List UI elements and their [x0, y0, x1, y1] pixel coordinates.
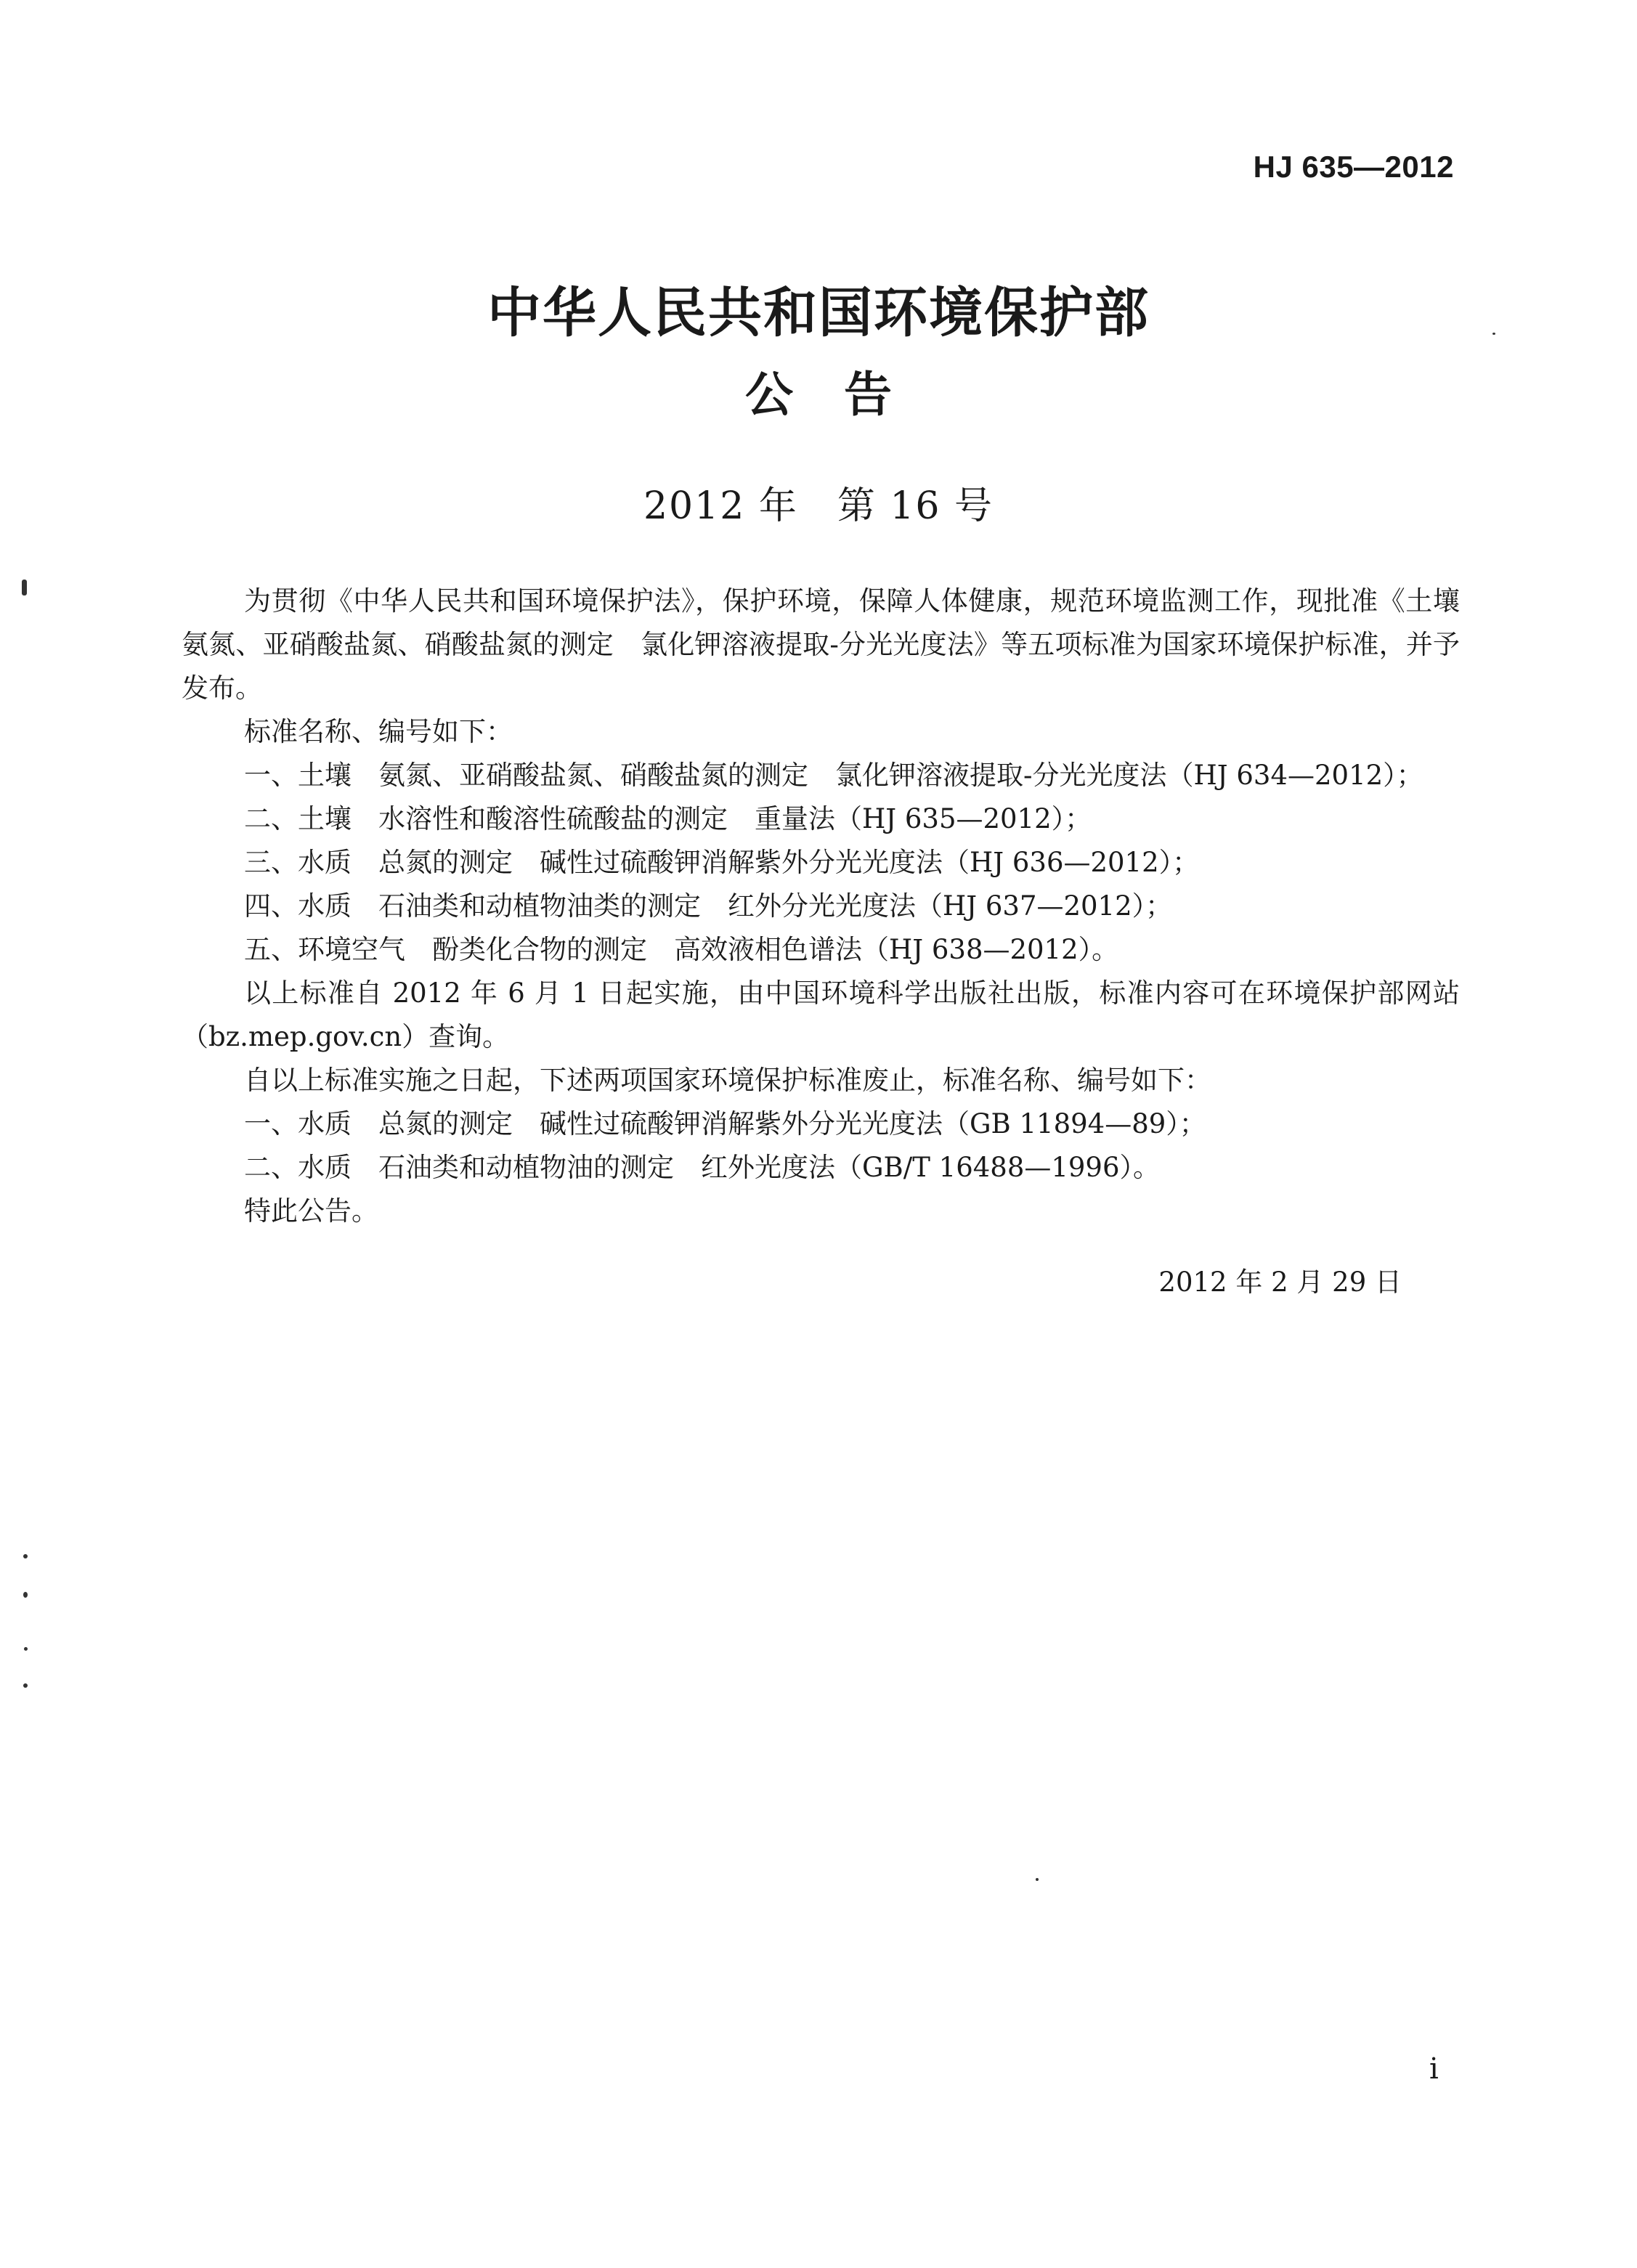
implementation-paragraph: 以上标准自 2012 年 6 月 1 日起实施，由中国环境科学出版社出版，标准内容可在环境保护部网站（bz.mep.gov.cn）查询。 — [182, 977, 1460, 1052]
list-heading: 标准名称、编号如下： — [244, 716, 513, 747]
scan-speck — [23, 1592, 28, 1598]
abolished-item: 一、水质 总氮的测定 碱性过硫酸钾消解紫外分光光度法（GB 11894—89）； — [244, 1108, 1206, 1139]
closing-line: 特此公告。 — [244, 1195, 378, 1227]
scan-speck — [1492, 333, 1495, 335]
scan-speck — [1036, 1878, 1039, 1881]
page-number: i — [1429, 2052, 1439, 2086]
standard-item: 二、土壤 水溶性和酸溶性硫酸盐的测定 重量法（HJ 635—2012）； — [244, 803, 1092, 834]
intro-paragraph: 为贯彻《中华人民共和国环境保护法》，保护环境，保障人体健康，规范环境监测工作，现批准《土壤 氨氮、亚硝酸盐氮、硝酸盐氮的测定 氯化钾溶液提取-分光光度法》等五项标准为国家环境保护标准，并予发布。 — [182, 585, 1487, 704]
signature-date: 2012 年 2 月 29 日 — [1158, 1267, 1402, 1298]
standard-item: 四、水质 石油类和动植物油类的测定 红外分光光度法（HJ 637—2012）； — [244, 890, 1173, 922]
scan-speck — [23, 1554, 28, 1558]
standard-code: HJ 635—2012 — [1253, 150, 1454, 184]
standard-item: 三、水质 总氮的测定 碱性过硫酸钾消解紫外分光光度法（HJ 636—2012）； — [244, 847, 1200, 878]
standard-item: 五、环境空气 酚类化合物的测定 高效液相色谱法（HJ 638—2012）。 — [244, 934, 1119, 965]
scan-speck — [24, 1647, 28, 1651]
announcement-number: 2012 年 第 16 号 — [643, 484, 994, 528]
scan-speck — [22, 580, 27, 596]
standard-item: 一、土壤 氨氮、亚硝酸盐氮、硝酸盐氮的测定 氯化钾溶液提取-分光光度法（HJ 634—2012）； — [244, 760, 1423, 791]
organization-title: 中华人民共和国环境保护部 — [487, 282, 1150, 344]
abolished-item: 二、水质 石油类和动植物油的测定 红外光度法（GB/T 16488—1996）。 — [244, 1152, 1161, 1183]
scan-speck — [23, 1683, 28, 1688]
announcement-title: 公告 — [745, 367, 943, 423]
abolish-heading: 自以上标准实施之日起，下述两项国家环境保护标准废止，标准名称、编号如下： — [244, 1065, 1211, 1096]
announcement-body — [182, 580, 1487, 1233]
